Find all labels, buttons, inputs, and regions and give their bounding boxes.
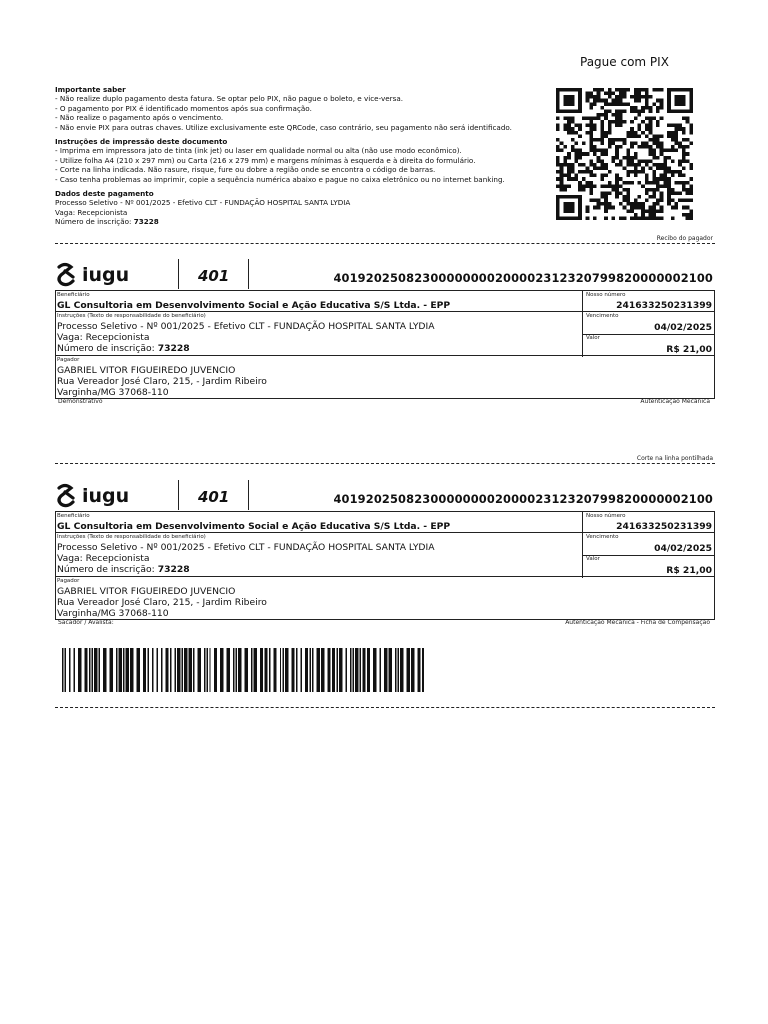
beneficiary-row: Beneficiário GL Consultoria em Desenvolvimento Social e Ação Educativa S/S Ltda. - EPP Nosso número 241633250231399 xyxy=(55,511,715,533)
barcode-icon xyxy=(62,648,424,692)
iugu-logo-icon xyxy=(55,482,145,508)
receipt-label: Recibo do pagador xyxy=(656,235,713,242)
cut-line xyxy=(55,243,715,244)
print-line: - Utilize folha A4 (210 x 297 mm) ou Carta (216 x 279 mm) e margens mínimas à esquerda e à direita do formulário. xyxy=(55,155,476,165)
logo-text: iugu xyxy=(82,264,130,286)
payment-line: Vaga: Recepcionista xyxy=(55,207,128,217)
payer-city: Varginha/MG 37068-110 xyxy=(57,387,169,398)
cut-line xyxy=(55,463,715,464)
drawer-label: Sacador / Avalista: xyxy=(58,619,114,626)
instruction-line: Processo Seletivo - Nº 001/2025 - Efetivo CLT - FUNDAÇÃO HOSPITAL SANTA LYDIA xyxy=(57,321,435,332)
iugu-logo-icon xyxy=(55,261,145,287)
instructions-row: Instruções (Texto de responsabilidade do beneficiário) Processo Seletivo - Nº 001/2025 - Efetivo CLT - FUNDAÇÃO HOSPITAL SANTA LYDIA Vaga: Recepcionista Número de inscrição: 73228 Vencimento 04/02/2025 Valor R$ 21,00 xyxy=(55,532,715,577)
payer-row: Pagador GABRIEL VITOR FIGUEIREDO JUVENCIO Rua Vereador José Claro, 215, - Jardim Ribeiro Varginha/MG 37068-110 xyxy=(55,355,715,399)
payer-name: GABRIEL VITOR FIGUEIREDO JUVENCIO xyxy=(57,586,236,597)
payer-address: Rua Vereador José Claro, 215, - Jardim Ribeiro xyxy=(57,376,267,387)
slip-header xyxy=(55,259,715,289)
due-date: 04/02/2025 xyxy=(654,543,712,554)
beneficiary-name: GL Consultoria em Desenvolvimento Social e Ação Educativa S/S Ltda. - EPP xyxy=(57,300,451,311)
payment-reg-value: 73228 xyxy=(133,217,159,227)
print-line: - Caso tenha problemas ao imprimir, copie a sequência numérica abaixo e pague no caixa eletrônico ou no internet banking. xyxy=(55,174,505,184)
due-date: 04/02/2025 xyxy=(654,322,712,333)
important-line: - Não realize duplo pagamento desta fatura. Se optar pelo PIX, não pague o boleto, e vice-versa. xyxy=(55,94,404,104)
auth-comp-label: Autenticação Mecânica - Ficha de Compensação xyxy=(565,619,710,626)
bank-code: 401 xyxy=(198,267,230,285)
important-title: Importante saber xyxy=(55,85,126,94)
print-line: - Imprima em impressora jato de tinta (ink jet) ou laser em qualidade normal ou alta (não use modo econômico). xyxy=(55,146,462,156)
bottom-line xyxy=(55,707,715,708)
slip-header xyxy=(55,480,715,510)
amount: R$ 21,00 xyxy=(666,565,712,576)
payment-reg: Número de inscrição: 73228 xyxy=(55,217,159,227)
payment-line: Processo Seletivo - Nº 001/2025 - Efetivo CLT - FUNDAÇÃO HOSPITAL SANTA LYDIA xyxy=(55,198,351,208)
instruction-line: Processo Seletivo - Nº 001/2025 - Efetivo CLT - FUNDAÇÃO HOSPITAL SANTA LYDIA xyxy=(57,542,435,553)
amount: R$ 21,00 xyxy=(666,344,712,355)
payer-address: Rua Vereador José Claro, 215, - Jardim Ribeiro xyxy=(57,597,267,608)
our-number: 241633250231399 xyxy=(616,300,712,311)
logo-text: iugu xyxy=(82,485,130,507)
instruction-reg: Número de inscrição: 73228 xyxy=(57,564,190,575)
payer-row: Pagador GABRIEL VITOR FIGUEIREDO JUVENCIO Rua Vereador José Claro, 215, - Jardim Ribeiro Varginha/MG 37068-110 xyxy=(55,576,715,620)
bank-code: 401 xyxy=(198,488,230,506)
instruction-line: Vaga: Recepcionista xyxy=(57,332,150,343)
payer-name: GABRIEL VITOR FIGUEIREDO JUVENCIO xyxy=(57,365,236,376)
instruction-line: Vaga: Recepcionista xyxy=(57,553,150,564)
print-line: - Corte na linha indicada. Não rasure, risque, fure ou dobre a região onde se encontra o código de barras. xyxy=(55,165,436,175)
important-line: - O pagamento por PIX é identificado momentos após sua confirmação. xyxy=(55,103,312,113)
print-title: Instruções de impressão deste documento xyxy=(55,137,228,147)
qr-code-icon xyxy=(556,88,693,220)
payer-city: Varginha/MG 37068-110 xyxy=(57,608,169,619)
info-section xyxy=(55,85,545,227)
digitable-line: 40192025082300000000200002312320799820000002100 xyxy=(333,492,713,506)
auth-label: Autenticação Mecânica xyxy=(640,398,710,405)
pix-title: Pague com PIX xyxy=(580,55,669,69)
demo-label: Demonstrativo xyxy=(58,398,103,405)
digitable-line: 40192025082300000000200002312320799820000002100 xyxy=(333,271,713,285)
instruction-reg: Número de inscrição: 73228 xyxy=(57,343,190,354)
important-line: - Não realize o pagamento após o vencimento. xyxy=(55,113,224,123)
our-number: 241633250231399 xyxy=(616,521,712,532)
beneficiary-row: Beneficiário GL Consultoria em Desenvolvimento Social e Ação Educativa S/S Ltda. - EPP Nosso número 241633250231399 xyxy=(55,290,715,312)
important-line: - Não envie PIX para outras chaves. Utilize exclusivamente este QRCode, caso contrário, seu pagamento não será identificado. xyxy=(55,122,512,132)
beneficiary-name: GL Consultoria em Desenvolvimento Social e Ação Educativa S/S Ltda. - EPP xyxy=(57,521,451,532)
instructions-row: Instruções (Texto de responsabilidade do beneficiário) Processo Seletivo - Nº 001/2025 - Efetivo CLT - FUNDAÇÃO HOSPITAL SANTA LYDIA Vaga: Recepcionista Número de inscrição: 73228 Vencimento 04/02/2025 Valor R$ 21,00 xyxy=(55,311,715,356)
cut-label: Corte na linha pontilhada xyxy=(636,455,713,462)
payment-title: Dados deste pagamento xyxy=(55,189,154,199)
